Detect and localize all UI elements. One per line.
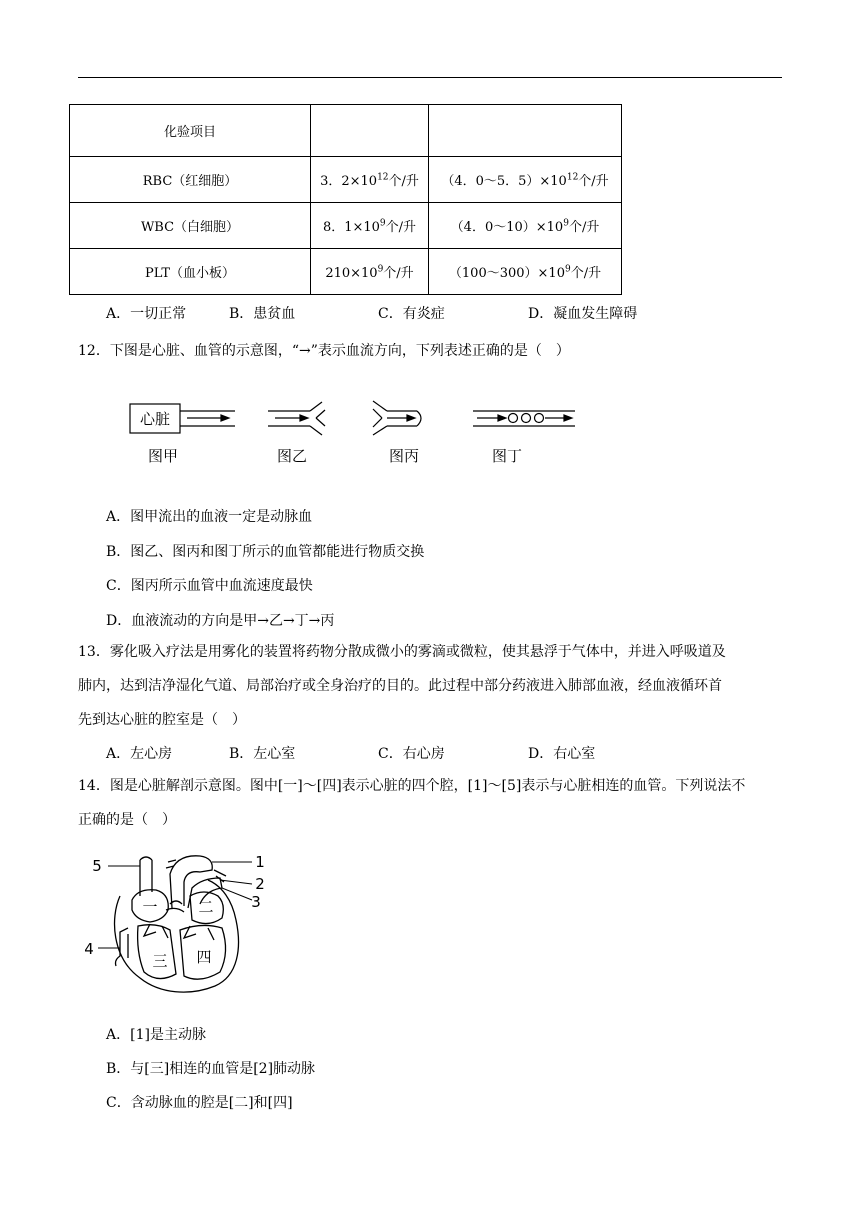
label-5: 5 — [92, 857, 102, 875]
table-row — [70, 249, 622, 295]
lab-results-table — [69, 104, 622, 295]
q11-option-c: C．有炎症 — [378, 306, 445, 322]
row-item: PLT（血小板） — [70, 249, 311, 295]
row-value: $210\times 10^9$个/升 — [311, 249, 429, 295]
header-rule — [78, 77, 782, 78]
vessel-yi-diverging — [268, 402, 325, 435]
q11-option-a: A．一切正常 — [106, 306, 187, 322]
label-2: 2 — [255, 875, 265, 893]
q13-stem-line: 13．雾化吸入疗法是用雾化的装置将药物分散成微小的雾滴或微粒，使其悬浮于气体中，并进入呼吸道及 — [78, 644, 726, 660]
figure-label-yi: 图乙 — [276, 447, 308, 465]
header-cell-value — [311, 105, 429, 157]
q12-vessel-figure — [125, 398, 585, 470]
table-row — [70, 203, 622, 249]
q14-option-a: A．[1]是主动脉 — [106, 1027, 206, 1043]
vessel-ding-capillary — [473, 411, 575, 426]
table-header-row — [70, 105, 622, 157]
q12-option-a: A．图甲流出的血液一定是动脉血 — [106, 509, 313, 525]
outer-heart-outline — [115, 880, 239, 992]
chamber-label-2: 二 — [198, 898, 214, 916]
row-item: RBC（红细胞） — [70, 157, 311, 203]
q12-option-b: B．图乙、图丙和图丁所示的血管都能进行物质交换 — [106, 544, 425, 560]
q14-option-c: C．含动脉血的腔是[二]和[四] — [106, 1095, 293, 1111]
q12-option-d: D．血液流动的方向是甲→乙→丁→丙 — [106, 613, 335, 629]
chamber-label-4: 四 — [196, 948, 212, 966]
q11-option-d: D．凝血发生障碍 — [528, 306, 638, 322]
heart-label: 心脏 — [139, 410, 171, 428]
row-reference: $(100\sim 300)\times 10^9$个/升 — [429, 249, 622, 295]
row-value: 3．$2\times 10^{12}$个/升 — [311, 157, 429, 203]
row-reference: （4．0～5．$5)\times 10^{12}$个/升 — [429, 157, 622, 203]
label-1: 1 — [255, 853, 265, 871]
row-reference: （4．$0\sim 10)\times 10^9$个/升 — [429, 203, 622, 249]
q14-stem-line: 正确的是（ ） — [78, 812, 176, 828]
q11-option-b: B．患贫血 — [229, 306, 296, 322]
q13-option-b: B．左心室 — [229, 746, 296, 762]
header-cell-reference — [429, 105, 622, 157]
label-4: 4 — [84, 940, 94, 958]
label-3: 3 — [251, 893, 261, 911]
q13-option-a: A．左心房 — [106, 746, 173, 762]
q13-option-d: D．右心室 — [528, 746, 596, 762]
q13-option-c: C．右心房 — [378, 746, 445, 762]
figure-label-bing: 图丙 — [388, 447, 420, 465]
q13-stem-line: 肺内，达到洁净湿化气道、局部治疗或全身治疗的目的。此过程中部分药液进入肺部血液，经血液循环首 — [78, 678, 722, 694]
header-cell-item: 化验项目 — [70, 105, 311, 157]
q12-stem: 12．下图是心脏、血管的示意图，“→”表示血流方向，下列表述正确的是（ ） — [78, 343, 570, 359]
q13-stem-line: 先到达心脏的腔室是（ ） — [78, 712, 246, 728]
q14-heart-anatomy-figure — [80, 848, 280, 1000]
q12-option-c: C．图丙所示血管中血流速度最快 — [106, 578, 313, 594]
figure-label-jia: 图甲 — [147, 447, 179, 465]
q14-stem-line: 14．图是心脏解剖示意图。图中[一]～[四]表示心脏的四个腔，[1]～[5]表示与心脏相连的血管。下列说法不 — [78, 778, 746, 794]
chamber-label-1: 一 — [142, 898, 158, 916]
chamber-label-3: 三 — [152, 952, 168, 970]
q14-option-b: B．与[三]相连的血管是[2]肺动脉 — [106, 1061, 316, 1077]
row-item: WBC（白细胞） — [70, 203, 311, 249]
row-value: 8．$1\times 10^9$个/升 — [311, 203, 429, 249]
figure-label-ding: 图丁 — [491, 447, 523, 465]
vessel-bing-converging — [373, 401, 421, 435]
table-row — [70, 157, 622, 203]
